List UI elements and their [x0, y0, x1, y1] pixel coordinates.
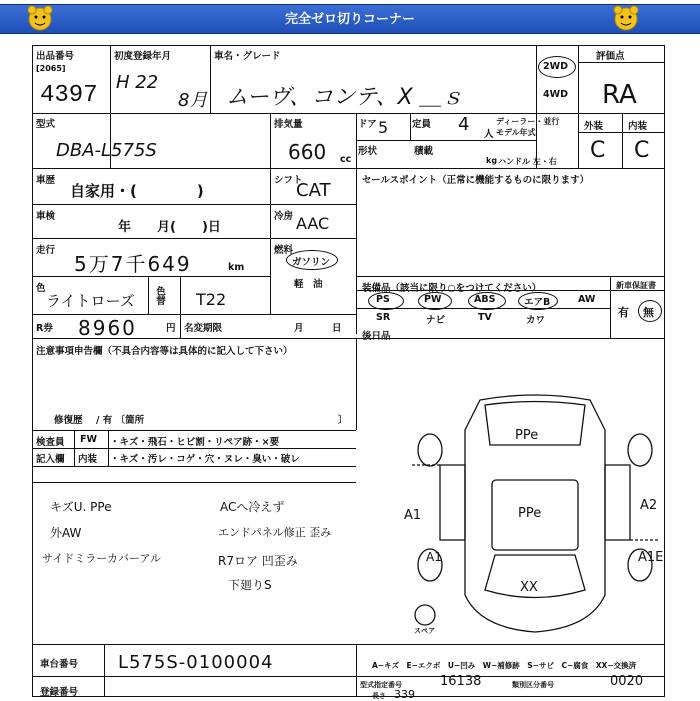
exterior-label: 外装 [584, 121, 604, 132]
recycle-unit: 円 [166, 323, 176, 334]
mileage-label: 走行 [36, 245, 56, 256]
shift-label: シフト [274, 175, 303, 186]
type-label: 型式 [36, 119, 56, 130]
lot-sub: [2065] [36, 64, 66, 73]
recycle-value: 8960 [78, 316, 137, 340]
aircon-value: AAC [296, 214, 330, 233]
repair-value: / 有 〔箇所 [96, 415, 145, 426]
note-1: 外AW [50, 526, 82, 540]
equip-aw: AW [578, 294, 596, 305]
equip-sr: SR [376, 312, 391, 323]
equip-tv: TV [478, 312, 492, 323]
aircon-label: 冷房 [274, 211, 294, 222]
handle-label: ハンドル 左・右 [498, 157, 557, 166]
shift-value: CAT [296, 180, 331, 201]
door-value: 5 [378, 118, 389, 137]
note-0: キズU. PPe [50, 500, 112, 514]
length-label: 長さ [372, 692, 386, 700]
lot-label: 出品番号 [36, 51, 75, 62]
equip-leather: カワ [526, 315, 546, 326]
page-title: 完全ゼロ切りコーナー [284, 12, 415, 27]
int-items: ・キズ・汚レ・コゲ・穴・ヌレ・臭い・破レ [110, 454, 300, 465]
fw-items: ・キズ・飛石・ヒビ割・リペア跡・×要 [110, 437, 280, 448]
seats-unit: 人 [484, 129, 494, 140]
repair-label: 修復歴 [54, 415, 83, 426]
model-label: 車名・グレード [214, 51, 281, 62]
color-code-value: T22 [196, 290, 227, 309]
color-code-label: 色替 [154, 286, 165, 305]
equip-ps: PS [376, 294, 390, 305]
note-4: エンドパネル修正 歪み [218, 526, 332, 539]
type-value: DBA-L575S [56, 140, 157, 161]
wd4-label: 4WD [543, 89, 568, 100]
int-label: 内装 [78, 454, 98, 465]
warranty-yes: 有 [618, 306, 629, 319]
register-label: 登録番号 [40, 687, 79, 698]
diagram-mark-6: XX [520, 580, 538, 595]
first-reg-year: H 22 [116, 72, 159, 93]
note-2: サイドミラーカバーアル [42, 552, 162, 565]
fuel-diesel: 軽 油 [294, 279, 323, 290]
color-value: ライトローズ [46, 292, 135, 310]
mileage-value: 5万7千649 [74, 252, 192, 276]
interior-label: 内装 [628, 121, 648, 132]
fw-label: FW [80, 434, 97, 445]
cc-value: 660 [288, 140, 327, 164]
seats-value: 4 [458, 114, 470, 135]
note-6: 下廻りS [228, 578, 272, 592]
model-year-label: モデル年式 [496, 128, 536, 137]
class-value: 0020 [610, 674, 644, 689]
diagram-mark-0: PPe [515, 428, 539, 443]
selling-label: セールスポイント（正常に機能するものに限ります） [362, 175, 590, 186]
later-label: 後日品 [362, 331, 391, 342]
dealer-label: ディーラー・並行 [496, 117, 560, 126]
first-reg-month: 8月 [178, 90, 208, 111]
inspection-label: 車検 [36, 211, 56, 222]
name-change-label: 名変期限 [184, 323, 223, 334]
equip-airbag-circle [518, 292, 558, 310]
equip-abs-circle [468, 292, 506, 310]
length-value: 339 [394, 688, 415, 701]
door-label: ドア [358, 119, 377, 130]
model-value: ムーヴ、コンテ、X ＿ｓ [226, 85, 464, 110]
cc-label: 排気量 [274, 119, 303, 130]
chassis-value: L575S-0100004 [118, 652, 274, 673]
equip-pw-circle [418, 292, 452, 310]
history-value: 自家用・( ) [70, 182, 204, 200]
diagram-mark-5: A1E [638, 550, 664, 565]
class-label: 類別区分番号 [512, 681, 554, 689]
kg-label: kg [486, 156, 498, 165]
mileage-unit: km [228, 262, 245, 273]
diagram-mark-4: A1 [426, 550, 442, 564]
diagram-mark-1: PPe [518, 506, 542, 521]
inspection-value: 年 月( )日 [118, 220, 221, 235]
entry-label: 記入欄 [36, 454, 65, 465]
cc-unit: cc [340, 154, 352, 165]
seats-label: 定員 [412, 119, 432, 130]
load-label: 積載 [414, 146, 434, 157]
diagram-mark-3: A2 [640, 498, 658, 513]
wd2-label: 2WD [543, 61, 568, 72]
fuel-gas: ガソリン [292, 257, 331, 268]
color-label: 色 [36, 283, 46, 294]
diagram-mark-2: A1 [404, 508, 422, 523]
equip-navi: ナビ [426, 315, 446, 326]
recycle-label: R券 [36, 323, 53, 334]
eval-value: RA [602, 80, 637, 110]
fuel-label: 燃料 [274, 245, 294, 256]
exterior-value: C [590, 138, 606, 163]
name-change-value: 月 日 [294, 323, 342, 334]
equip-airbag: エアB [524, 297, 551, 308]
code-label: 型式指定番号 [360, 681, 402, 689]
shape-label: 形状 [358, 146, 378, 157]
equip-abs: ABS [474, 294, 496, 305]
legend: A−キズ E−エクボ U−凹み W−補修跡 S−サビ C−腐食 XX−交換済 [372, 661, 637, 670]
notes-label: 注意事項申告欄（不具合内容等は具体的に記入して下さい） [36, 346, 293, 357]
note-5: R7ロア 凹歪み [218, 554, 298, 568]
equip-ps-circle [368, 292, 404, 310]
spare-label: スペア [414, 627, 435, 635]
lot-number: 4397 [40, 82, 98, 109]
repair-close: 〕 [338, 415, 348, 426]
eval-label: 評価点 [596, 51, 625, 62]
equipment-label: 装備品（該当に限り○をつけてください） [362, 283, 542, 294]
code-value: 16138 [440, 674, 482, 689]
equip-pw: PW [424, 294, 442, 305]
note-3: ACへ冷えず [220, 500, 285, 514]
first-reg-label: 初度登録年月 [114, 51, 172, 62]
warranty-label: 新車保証書 [616, 281, 656, 290]
history-label: 車歴 [36, 175, 56, 186]
inspector-label: 検査員 [36, 437, 65, 448]
warranty-no: 無 [643, 306, 654, 319]
interior-value: C [634, 138, 650, 163]
chassis-label: 車台番号 [40, 659, 79, 670]
